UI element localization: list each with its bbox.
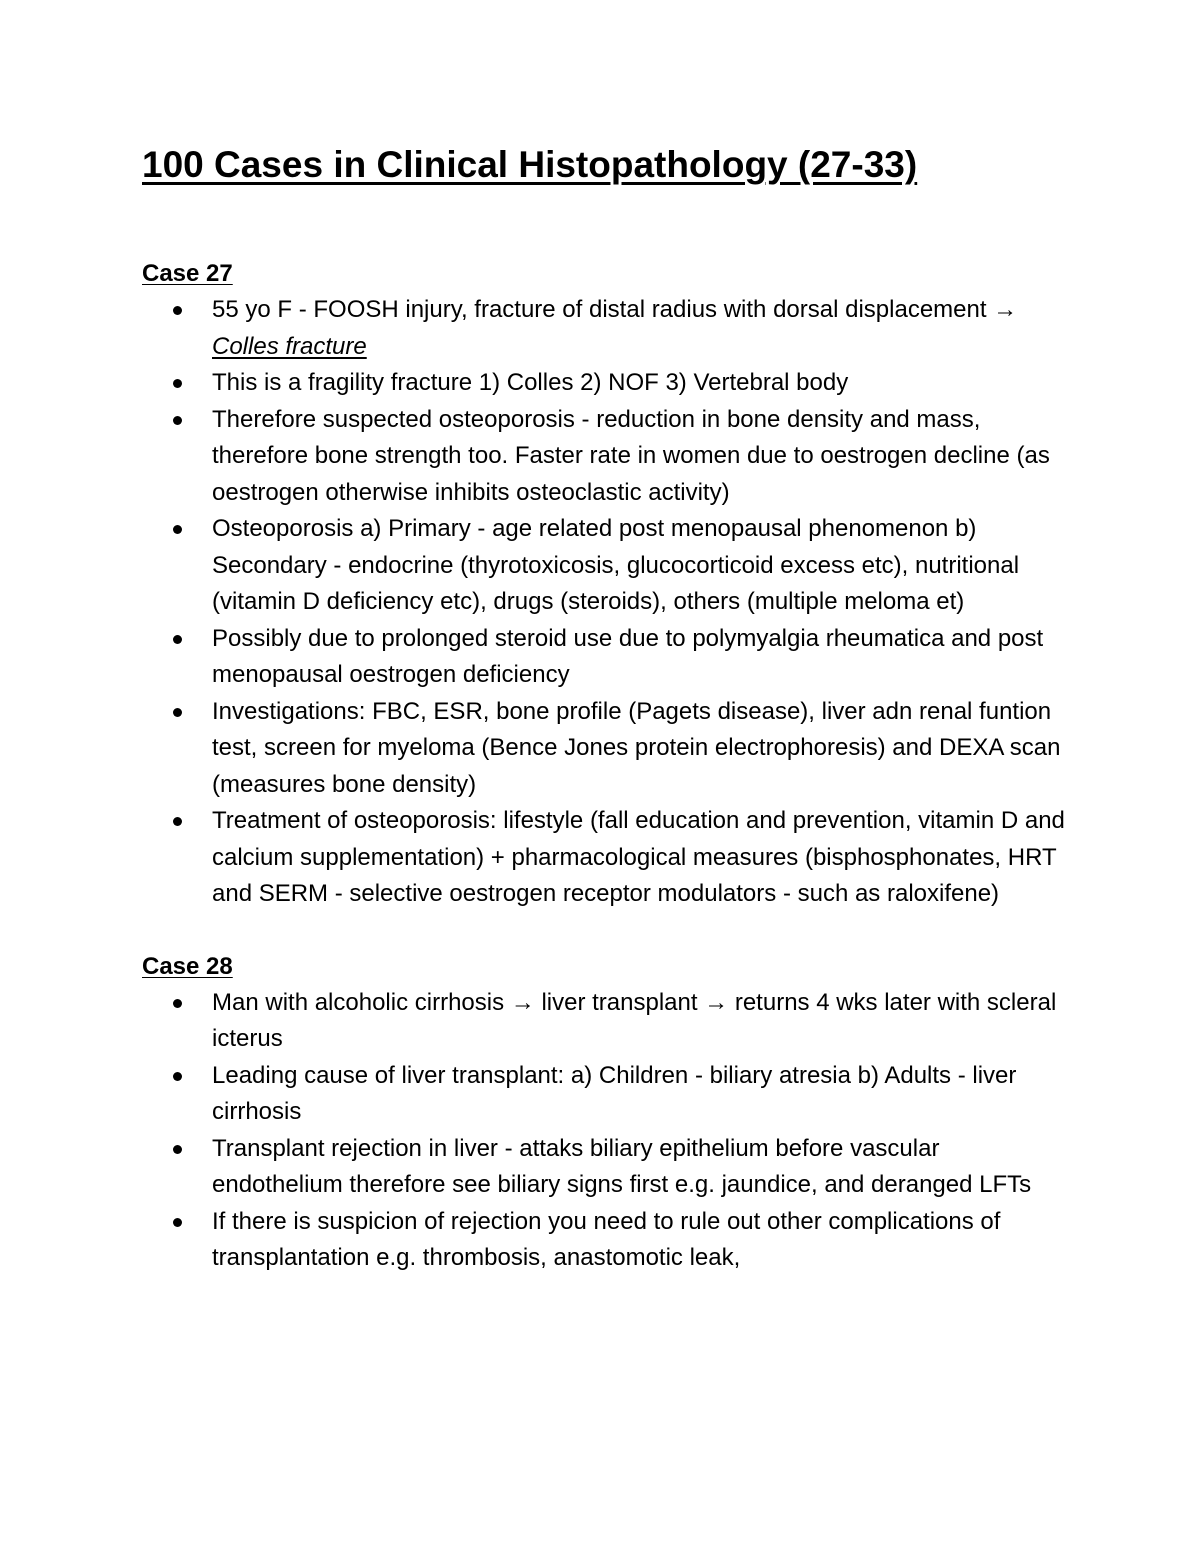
list-item (142, 985, 1072, 1058)
list-item-text: 55 yo F - FOOSH injury, fracture of distal radius with dorsal displacement → (212, 296, 1018, 323)
list-item-text: Treatment of osteoporosis: lifestyle (fall education and prevention, vitamin D and calcium supplementation) + pharmacological measures (bisphosphonates, HRT and SERM - selective oestrogen receptor modulators - such as raloxifene) (212, 807, 1065, 907)
list-item-text: Investigations: FBC, ESR, bone profile (Pagets disease), liver adn renal funtion test, screen for myeloma (Bence Jones protein electrophoresis) and DEXA scan (measures bone density) (212, 697, 1061, 798)
emphasis-text: Colles fracture (212, 332, 367, 360)
list-item (142, 365, 1072, 402)
list-item-text: This is a fragility fracture 1) Colles 2) NOF 3) Vertebral body (212, 369, 849, 396)
bullet-icon (173, 635, 182, 644)
case-section-27 (142, 256, 1072, 913)
case-bullet-list (142, 292, 1072, 913)
list-item-text: Osteoporosis a) Primary - age related post menopausal phenomenon b) Secondary - endocrine (thyrotoxicosis, glucocorticoid excess etc), nutritional (vitamin D deficiency etc), drugs (steroids), others (multiple meloma et) (212, 515, 1020, 615)
bullet-icon (173, 416, 182, 425)
list-item (142, 803, 1072, 913)
bullet-icon (173, 379, 182, 388)
list-item (142, 1058, 1072, 1131)
list-item (142, 511, 1072, 621)
case-section-28 (142, 949, 1072, 1277)
list-item-text: Leading cause of liver transplant: a) Children - biliary atresia b) Adults - liver cirrhosis (212, 1061, 1017, 1125)
bullet-icon (173, 817, 182, 826)
list-item (142, 402, 1072, 512)
bullet-icon (173, 708, 182, 717)
case-bullet-list (142, 985, 1072, 1277)
list-item (142, 621, 1072, 694)
case-heading: Case 28 (142, 952, 233, 980)
bullet-icon (173, 1072, 182, 1081)
list-item (142, 694, 1072, 804)
list-item-text: Man with alcoholic cirrhosis → liver transplant → returns 4 wks later with scleral icterus (212, 988, 1057, 1052)
bullet-icon (173, 999, 182, 1008)
bullet-icon (173, 306, 182, 315)
bullet-icon (173, 525, 182, 534)
list-item-text: Possibly due to prolonged steroid use due to polymyalgia rheumatica and post menopausal oestrogen deficiency (212, 624, 1044, 688)
document-title: 100 Cases in Clinical Histopathology (27-33) (142, 144, 918, 185)
bullet-icon (173, 1218, 182, 1227)
list-item (142, 292, 1072, 365)
list-item (142, 1204, 1072, 1277)
case-heading: Case 27 (142, 260, 233, 287)
list-item (142, 1131, 1072, 1204)
bullet-icon (173, 1145, 182, 1154)
document-page (142, 140, 1072, 1313)
list-item-text: Transplant rejection in liver - attaks biliary epithelium before vascular endothelium therefore see biliary signs first e.g. jaundice, and deranged LFTs (212, 1134, 1032, 1198)
list-item-text: Therefore suspected osteoporosis - reduction in bone density and mass, therefore bone strength too. Faster rate in women due to oestrogen decline (as oestrogen otherwise inhibits osteoclastic activity) (212, 405, 1050, 506)
list-item-text: If there is suspicion of rejection you need to rule out other complications of transplantation e.g. thrombosis, anastomotic leak, (212, 1207, 1001, 1271)
